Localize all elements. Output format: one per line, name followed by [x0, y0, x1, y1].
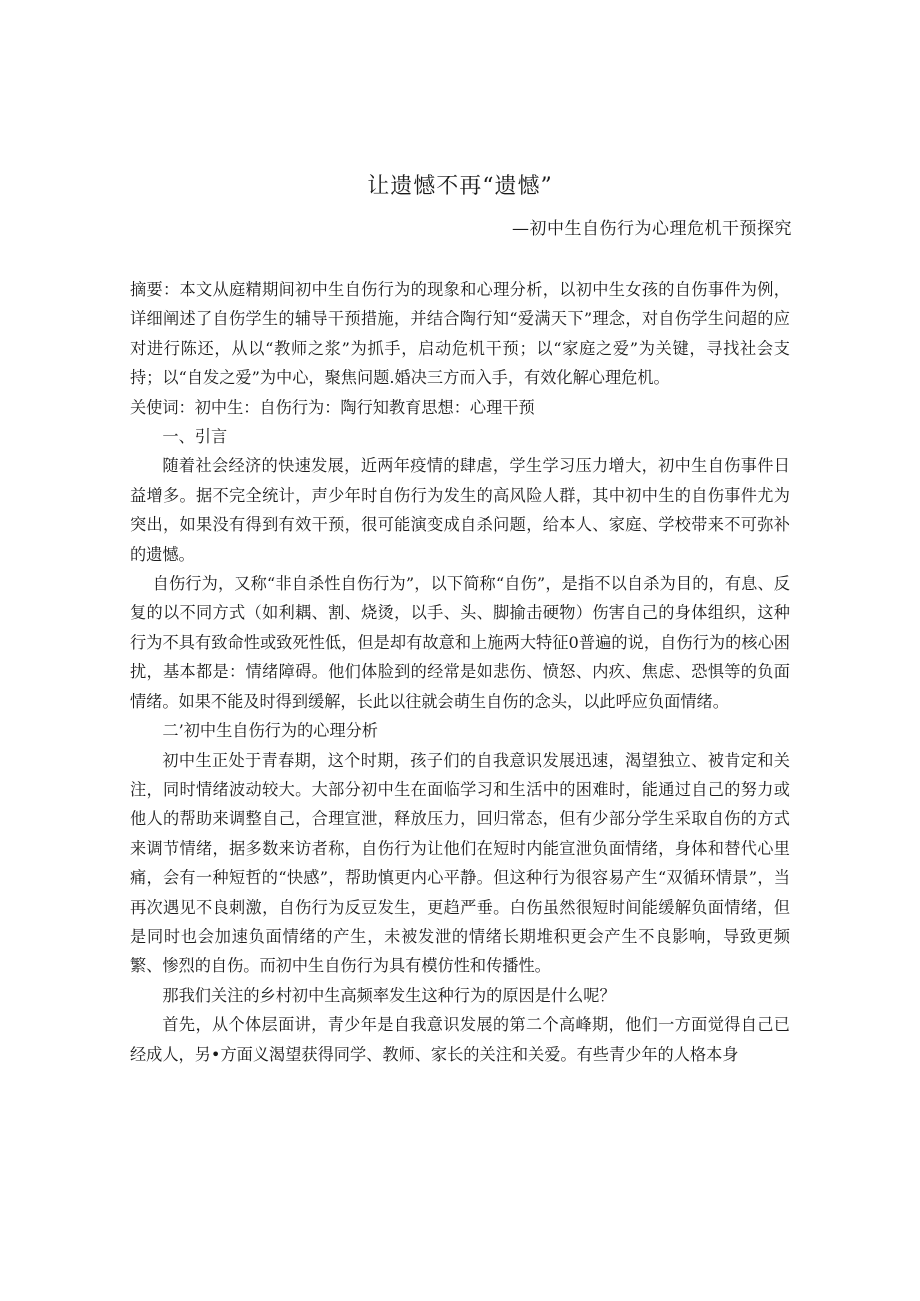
section-heading-introduction: 一、引言 — [162, 427, 228, 447]
abstract-paragraph: 摘要：本文从庭精期间初中生自伤行为的现象和心理分析，以初中生女孩的自伤事件为例，详细阐述了自伤学生的辅导干预措施，并结合陶行知“爱满天下”理念，对自伤学生问超的应对进行陈还，从以“教师之浆”为抓手，启动危机干预；以“家庭之爱”为关键，寻找社会支持；以“自发之爱”为中心，聚焦问题.婚决三方而入手，有效化解心理危机。 — [130, 280, 790, 388]
document-title: 让遗憾不再“遗憾” — [367, 174, 553, 199]
keywords-line: 关使词：初中生：自伤行为：陶行知教育思想：心理干预 — [130, 397, 535, 417]
body-paragraph: 随着社会经济的快速发展，近两年疫情的肆虐，学生学习压力增大，初中生自伤事件日益增多。据不完全统计，声少年时自伤行为发生的高风险人群，其中初中生的自伤事件尤为突出，如果没有得到有效干预，很可能演变成自杀问题，给本人、家庭、学校带来不可弥补的遗憾。 — [130, 456, 790, 564]
section-heading-psychological-analysis: 二’初中生自伤行为的心理分析 — [162, 721, 378, 741]
body-paragraph: 那我们关注的乡村初中生高频率发生这种行为的原因是什么呢？ — [162, 985, 616, 1005]
document-body — [130, 275, 790, 1069]
document-subtitle: —初中生自伤行为心理危机干预探究 — [512, 219, 792, 239]
body-paragraph: 自伤行为，又称“非自杀性自伤行为”，以下简称“自伤”，是指不以自杀为目的，有息、反复的以不同方式（如利耦、割、烧烫，以手、头、脚揄击硬物）伤害自己的身体组织，这种行为不具有致命性或致死性低，但是却有故意和上施两大特征0普遍的说，自伤行为的核心困扰，基本都是：情绪障碍。他们体脸到的经常是如悲伤、愤怒、内疚、焦虑、恐惧等的负面情绪。如果不能及时得到缓解，长此以往就会萌生自伤的念头，以此呼应负面情绪。 — [130, 574, 790, 711]
body-paragraph: 首先，从个体层面讲，青少年是自我意识发展的第二个高峰期，他们一方面觉得自己已经成人，另•方面义渴望获得同学、教师、家长的关注和关爱。有些青少年的人格本身 — [130, 1015, 790, 1064]
body-paragraph: 初中生正处于青春期，这个时期，孩子们的自我意识发展迅速，渴望独立、被肯定和关注，同时情绪波动较大。大部分初中生在面临学习和生活中的困难时，能通过自己的努力或他人的帮助来调整自己，合理宣泄，释放压力，回归常态，但有少部分学生采取自伤的方式来调节情绪，据多数来访者称，自伤行为让他们在短时内能宣泄负面情绪，身体和替代心里痛，会有一种短哲的“快感”，帮助慎更内心平静。但这种行为很容易产生“双循环情景”，当再次遇见不良刺激，自伤行为反豆发生，更趋严垂。白伤虽然很短时间能缓解负面情绪，但是同时也会加速负面情绪的产生，未被发泄的情绪长期堆积更会产生不良影响，导致更频繁、惨烈的自伤。而初中生自伤行为具有模仿性和传播性。 — [130, 750, 790, 976]
